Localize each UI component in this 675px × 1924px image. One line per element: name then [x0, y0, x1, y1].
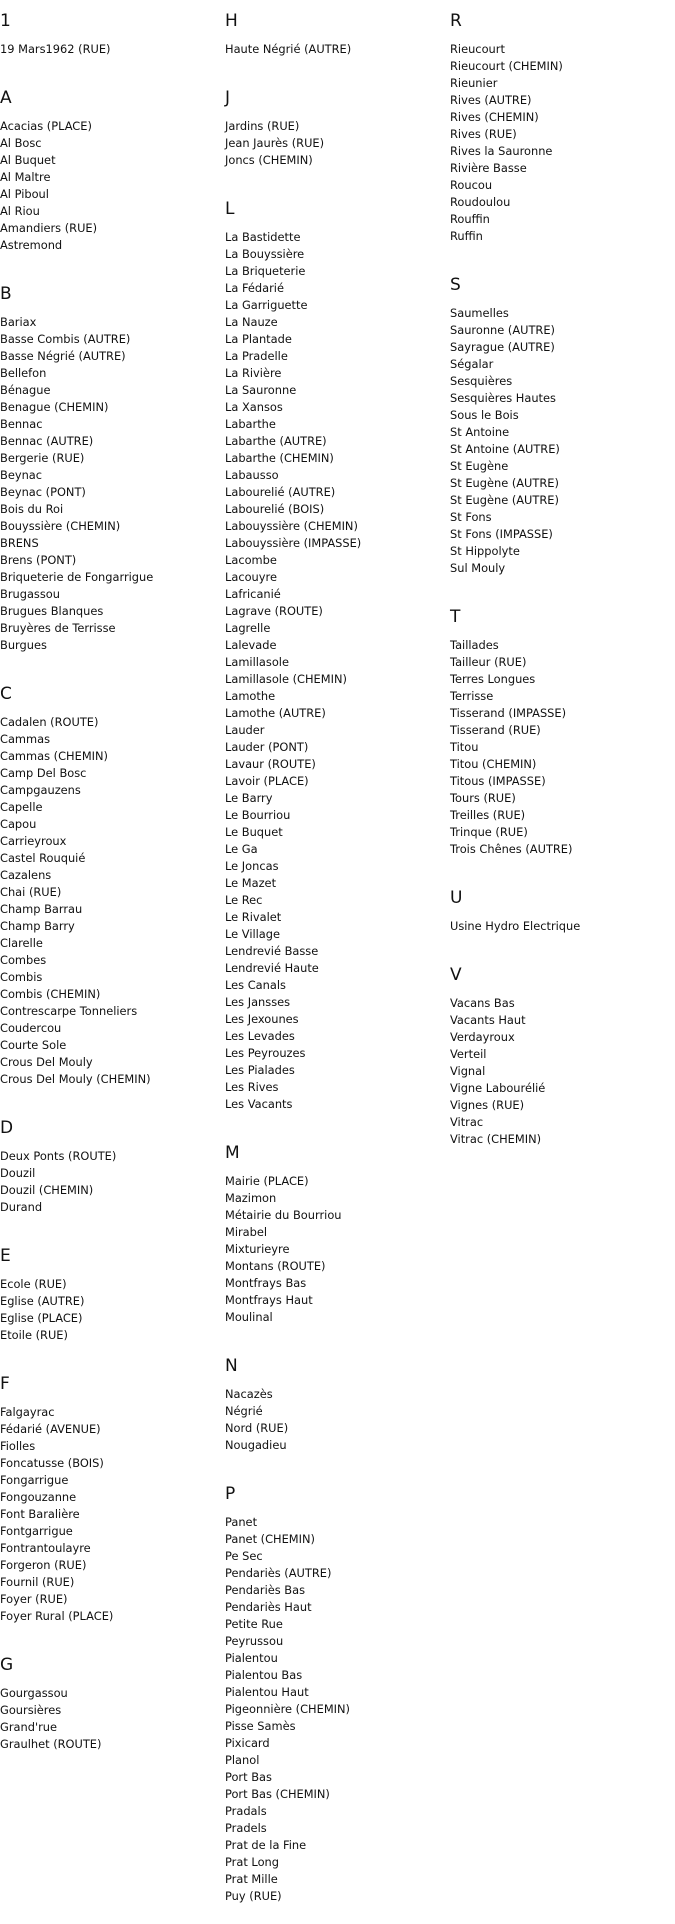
street-link[interactable]: Al Maltre [0, 170, 51, 184]
street-link[interactable]: Saumelles [450, 306, 509, 320]
street-link[interactable]: Joncs (CHEMIN) [225, 153, 313, 167]
street-link[interactable]: Prat Mille [225, 1872, 278, 1886]
letter-heading[interactable]: R [450, 11, 462, 31]
street-link[interactable]: Lalevade [225, 638, 277, 652]
letter-heading[interactable]: U [450, 888, 463, 908]
letter-heading[interactable]: H [225, 11, 238, 31]
street-link[interactable]: Beynac [0, 468, 43, 482]
street-link[interactable]: Cazalens [0, 868, 52, 882]
street-link[interactable]: Pradels [225, 1821, 267, 1835]
street-link[interactable]: Brugassou [0, 587, 60, 601]
letter-group [225, 10, 445, 77]
street-link[interactable]: Sous le Bois [450, 408, 519, 422]
street-link[interactable]: Al Piboul [0, 187, 49, 201]
street-link[interactable]: Les Vacants [225, 1097, 293, 1111]
street-list [450, 305, 670, 577]
street-link[interactable]: Les Pialades [225, 1063, 295, 1077]
street-link[interactable]: Combis [0, 970, 43, 984]
street-link[interactable]: BRENS [0, 536, 39, 550]
street-link[interactable]: Cammas [0, 732, 51, 746]
street-link[interactable]: Ruffin [450, 229, 483, 243]
street-link[interactable]: Sauronne (AUTRE) [450, 323, 555, 337]
street-link[interactable]: Jardins (RUE) [225, 119, 300, 133]
letter-group [450, 964, 670, 1167]
street-link[interactable]: Falgayrac [0, 1405, 55, 1419]
street-link[interactable]: Combes [0, 953, 47, 967]
street-link[interactable]: Lavoir (PLACE) [225, 774, 309, 788]
street-link[interactable]: Bergerie (RUE) [0, 451, 85, 465]
street-link[interactable]: Lacouyre [225, 570, 277, 584]
street-link[interactable]: Vitrac [450, 1115, 484, 1129]
street-link[interactable]: Eglise (AUTRE) [0, 1294, 85, 1308]
street-link[interactable]: Sesquières [450, 374, 513, 388]
street-link[interactable]: Peyrussou [225, 1634, 284, 1648]
street-link[interactable]: Taillades [450, 638, 499, 652]
street-link[interactable]: Terres Longues [450, 672, 536, 686]
street-link[interactable]: Forgeron (RUE) [0, 1558, 87, 1572]
street-link[interactable]: Pisse Samès [225, 1719, 296, 1733]
street-link[interactable]: Labouyssière (CHEMIN) [225, 519, 358, 533]
street-link[interactable]: Prat Long [225, 1855, 279, 1869]
street-link[interactable]: Lafricanié [225, 587, 281, 601]
street-link[interactable]: Terrisse [450, 689, 494, 703]
street-link[interactable]: Crous Del Mouly (CHEMIN) [0, 1072, 151, 1086]
street-list [450, 637, 670, 858]
street-link[interactable]: Labarthe (AUTRE) [225, 434, 327, 448]
street-link[interactable]: Panet [225, 1515, 258, 1529]
street-link[interactable]: Négrié [225, 1404, 263, 1418]
street-link[interactable]: Bois du Roi [0, 502, 64, 516]
street-list [225, 41, 445, 58]
street-link[interactable]: Usine Hydro Electrique [450, 919, 581, 933]
street-link[interactable]: St Hippolyte [450, 544, 520, 558]
street-link[interactable]: Moulinal [225, 1310, 273, 1324]
street-link[interactable]: Goursières [0, 1703, 62, 1717]
letter-heading[interactable]: G [0, 1655, 14, 1675]
street-link[interactable]: Capou [0, 817, 37, 831]
group-spacer [225, 1113, 445, 1132]
street-link[interactable]: Al Bosc [0, 136, 42, 150]
street-link[interactable]: Nacazès [225, 1387, 273, 1401]
street-list [225, 229, 445, 1113]
street-link[interactable]: Mairie (PLACE) [225, 1174, 309, 1188]
letter-heading[interactable]: E [0, 1246, 11, 1266]
street-link[interactable]: La Plantade [225, 332, 292, 346]
street-link[interactable]: Les Jexounes [225, 1012, 299, 1026]
street-link[interactable]: Montfrays Bas [225, 1276, 307, 1290]
street-link[interactable]: Graulhet (ROUTE) [0, 1737, 102, 1751]
street-link[interactable]: La Pradelle [225, 349, 288, 363]
street-link[interactable]: Port Bas [225, 1770, 272, 1784]
street-link[interactable]: Pialentou [225, 1651, 278, 1665]
street-link[interactable]: Verteil [450, 1047, 487, 1061]
street-link[interactable]: Rivière Basse [450, 161, 527, 175]
street-link[interactable]: Les Canals [225, 978, 286, 992]
street-link[interactable]: Champ Barry [0, 919, 75, 933]
street-link[interactable]: Roucou [450, 178, 493, 192]
street-link[interactable]: Lacombe [225, 553, 277, 567]
street-link[interactable]: Rieucourt [450, 42, 505, 56]
letter-group [450, 274, 670, 596]
letter-group [0, 683, 220, 1107]
street-list [0, 1276, 220, 1344]
street-link[interactable]: Fiolles [0, 1439, 36, 1453]
letter-heading[interactable]: T [450, 607, 461, 627]
letter-heading[interactable]: A [0, 88, 12, 108]
group-spacer [450, 1148, 670, 1167]
street-link[interactable]: Fédarié (AVENUE) [0, 1422, 101, 1436]
street-link[interactable]: Tisserand (IMPASSE) [450, 706, 567, 720]
street-link[interactable]: Douzil (CHEMIN) [0, 1183, 94, 1197]
street-link[interactable]: Pialentou Haut [225, 1685, 309, 1699]
street-link[interactable]: Bénague [0, 383, 51, 397]
street-link[interactable]: La Bastidette [225, 230, 301, 244]
street-link[interactable]: St Fons (IMPASSE) [450, 527, 553, 541]
letter-heading[interactable]: F [0, 1374, 10, 1394]
street-link[interactable]: Ségalar [450, 357, 494, 371]
street-link[interactable]: Trois Chênes (AUTRE) [450, 842, 573, 856]
street-list [0, 314, 220, 654]
street-link[interactable]: Titou [450, 740, 479, 754]
street-link[interactable]: St Antoine [450, 425, 510, 439]
street-link[interactable]: Le Rec [225, 893, 263, 907]
street-link[interactable]: Mazimon [225, 1191, 277, 1205]
street-link[interactable]: St Eugène (AUTRE) [450, 476, 559, 490]
group-spacer [450, 935, 670, 954]
letter-group [225, 1355, 445, 1473]
street-link[interactable]: Haute Négrié (AUTRE) [225, 42, 352, 56]
street-link[interactable]: Brugues Blanques [0, 604, 104, 618]
street-link[interactable]: Basse Négrié (AUTRE) [0, 349, 126, 363]
street-link[interactable]: Pialentou Bas [225, 1668, 303, 1682]
street-link[interactable]: Camp Del Bosc [0, 766, 87, 780]
street-list [0, 1685, 220, 1753]
group-spacer [0, 1088, 220, 1107]
street-link[interactable]: Font Baralière [0, 1507, 80, 1521]
street-link[interactable]: Montfrays Haut [225, 1293, 313, 1307]
street-list [0, 118, 220, 254]
street-link[interactable]: Bruyères de Terrisse [0, 621, 116, 635]
street-link[interactable]: Combis (CHEMIN) [0, 987, 101, 1001]
street-link[interactable]: Lauder (PONT) [225, 740, 309, 754]
street-link[interactable]: Foyer Rural (PLACE) [0, 1609, 114, 1623]
letter-heading[interactable]: M [225, 1143, 240, 1163]
street-link[interactable]: Clarelle [0, 936, 43, 950]
letter-group [225, 87, 445, 188]
street-link[interactable]: La Bouyssière [225, 247, 305, 261]
street-link[interactable]: Lamothe [225, 689, 276, 703]
street-link[interactable]: Castel Rouquié [0, 851, 86, 865]
street-link[interactable]: Crous Del Mouly [0, 1055, 93, 1069]
street-link[interactable]: Le Ga [225, 842, 258, 856]
street-link[interactable]: Verdayroux [450, 1030, 515, 1044]
street-link[interactable]: Les Jansses [225, 995, 291, 1009]
street-link[interactable]: Eglise (PLACE) [0, 1311, 83, 1325]
street-link[interactable]: Labouyssière (IMPASSE) [225, 536, 362, 550]
letter-group [225, 1142, 445, 1345]
street-link[interactable]: Sayrague (AUTRE) [450, 340, 555, 354]
street-link[interactable]: Pendariès (AUTRE) [225, 1566, 332, 1580]
street-link[interactable]: Chai (RUE) [0, 885, 62, 899]
street-link[interactable]: Labourelié (AUTRE) [225, 485, 336, 499]
street-link[interactable]: Port Bas (CHEMIN) [225, 1787, 330, 1801]
street-link[interactable]: Vignal [450, 1064, 486, 1078]
street-link[interactable]: Rieucourt (CHEMIN) [450, 59, 563, 73]
street-link[interactable]: Lendrevié Basse [225, 944, 319, 958]
street-link[interactable]: Le Bourriou [225, 808, 291, 822]
street-link[interactable]: Cadalen (ROUTE) [0, 715, 99, 729]
street-list [450, 41, 670, 245]
street-link[interactable]: Fontgarrigue [0, 1524, 73, 1538]
street-link[interactable]: La Sauronne [225, 383, 297, 397]
street-link[interactable]: Tailleur (RUE) [450, 655, 527, 669]
street-link[interactable]: Foncatusse (BOIS) [0, 1456, 104, 1470]
street-link[interactable]: Lavaur (ROUTE) [225, 757, 316, 771]
street-index-column-1 [0, 0, 220, 1772]
street-link[interactable]: Sesquières Hautes [450, 391, 556, 405]
street-link[interactable]: Gourgassou [0, 1686, 68, 1700]
street-link[interactable]: Pradals [225, 1804, 267, 1818]
street-link[interactable]: Fongarrigue [0, 1473, 69, 1487]
street-link[interactable]: Ecole (RUE) [0, 1277, 67, 1291]
street-link[interactable]: Brens (PONT) [0, 553, 77, 567]
street-link[interactable]: Montans (ROUTE) [225, 1259, 326, 1273]
street-list [0, 1148, 220, 1216]
street-link[interactable]: La Rivière [225, 366, 282, 380]
group-spacer [0, 1625, 220, 1644]
street-link[interactable]: Amandiers (RUE) [0, 221, 98, 235]
street-link[interactable]: Acacias (PLACE) [0, 119, 92, 133]
street-link[interactable]: Titou (CHEMIN) [450, 757, 537, 771]
street-link[interactable]: Prat de la Fine [225, 1838, 307, 1852]
street-link[interactable]: Nord (RUE) [225, 1421, 289, 1435]
street-link[interactable]: Campgauzens [0, 783, 81, 797]
street-link[interactable]: Le Barry [225, 791, 273, 805]
street-link[interactable]: Briqueterie de Fongarrigue [0, 570, 154, 584]
street-link[interactable]: Vignes (RUE) [450, 1098, 525, 1112]
street-link[interactable]: Les Rives [225, 1080, 279, 1094]
letter-heading[interactable]: N [225, 1356, 238, 1376]
street-index-column-2 [225, 0, 445, 1924]
group-spacer [450, 577, 670, 596]
street-list [0, 41, 220, 58]
street-link[interactable]: Mirabel [225, 1225, 268, 1239]
street-link[interactable]: Le Rivalet [225, 910, 282, 924]
letter-group [450, 887, 670, 954]
street-link[interactable]: Durand [0, 1200, 43, 1214]
street-link[interactable]: Rouffin [450, 212, 490, 226]
letter-group [450, 606, 670, 877]
street-link[interactable]: St Eugène [450, 459, 509, 473]
street-link[interactable]: Bouyssière (CHEMIN) [0, 519, 121, 533]
street-link[interactable]: Le Joncas [225, 859, 279, 873]
street-link[interactable]: Lamillasole (CHEMIN) [225, 672, 347, 686]
street-link[interactable]: Grand'rue [0, 1720, 57, 1734]
street-list [225, 118, 445, 169]
street-link[interactable]: Deux Ponts (ROUTE) [0, 1149, 117, 1163]
street-link[interactable]: Astremond [0, 238, 63, 252]
street-link[interactable]: Lagrelle [225, 621, 271, 635]
street-link[interactable]: Vacans Bas [450, 996, 515, 1010]
street-link[interactable]: Rives la Sauronne [450, 144, 553, 158]
street-list [225, 1514, 445, 1905]
group-spacer [225, 1454, 445, 1473]
letter-heading[interactable]: V [450, 965, 462, 985]
street-link[interactable]: La Garriguette [225, 298, 308, 312]
street-link[interactable]: Nougadieu [225, 1438, 287, 1452]
letter-group [0, 1654, 220, 1772]
street-link[interactable]: Roudoulou [450, 195, 511, 209]
street-link[interactable]: Les Levades [225, 1029, 295, 1043]
letter-heading[interactable]: P [225, 1484, 236, 1504]
street-link[interactable]: Le Mazet [225, 876, 277, 890]
street-link[interactable]: Panet (CHEMIN) [225, 1532, 315, 1546]
street-link[interactable]: Petite Rue [225, 1617, 283, 1631]
street-link[interactable]: Lauder [225, 723, 265, 737]
street-link[interactable]: Tours (RUE) [450, 791, 516, 805]
street-link[interactable]: Lagrave (ROUTE) [225, 604, 323, 618]
street-link[interactable]: Lendrevié Haute [225, 961, 319, 975]
street-link[interactable]: Pixicard [225, 1736, 270, 1750]
street-link[interactable]: St Eugène (AUTRE) [450, 493, 559, 507]
street-link[interactable]: Treilles (RUE) [450, 808, 526, 822]
street-link[interactable]: Rives (CHEMIN) [450, 110, 539, 124]
street-link[interactable]: Courte Sole [0, 1038, 67, 1052]
street-link[interactable]: Champ Barrau [0, 902, 83, 916]
street-link[interactable]: Les Peyrouzes [225, 1046, 306, 1060]
street-link[interactable]: Basse Combis (AUTRE) [0, 332, 131, 346]
street-link[interactable]: Pendariès Haut [225, 1600, 312, 1614]
letter-group [0, 283, 220, 673]
street-list [225, 1386, 445, 1454]
group-spacer [0, 654, 220, 673]
street-link[interactable]: Douzil [0, 1166, 36, 1180]
group-spacer [0, 1344, 220, 1363]
street-link[interactable]: 19 Mars1962 (RUE) [0, 42, 111, 56]
street-link[interactable]: Etoile (RUE) [0, 1328, 68, 1342]
group-spacer [450, 858, 670, 877]
letter-group [0, 87, 220, 273]
street-link[interactable]: Tisserand (RUE) [450, 723, 541, 737]
street-link[interactable]: Jean Jaurès (RUE) [225, 136, 325, 150]
street-list [450, 918, 670, 935]
street-link[interactable]: Fontrantoulayre [0, 1541, 91, 1555]
letter-heading[interactable]: 1 [0, 11, 11, 31]
street-link[interactable]: Coudercou [0, 1021, 62, 1035]
street-link[interactable]: Rives (AUTRE) [450, 93, 532, 107]
street-link[interactable]: Planol [225, 1753, 260, 1767]
street-link[interactable]: Bennac [0, 417, 43, 431]
street-link[interactable]: Capelle [0, 800, 43, 814]
street-link[interactable]: Fournil (RUE) [0, 1575, 75, 1589]
group-spacer [0, 58, 220, 77]
street-link[interactable]: Al Riou [0, 204, 40, 218]
group-spacer [450, 245, 670, 264]
letter-heading[interactable]: C [0, 684, 12, 704]
street-link[interactable]: Le Buquet [225, 825, 283, 839]
group-spacer [0, 254, 220, 273]
street-link[interactable]: Vitrac (CHEMIN) [450, 1132, 542, 1146]
street-link[interactable]: La Fédarié [225, 281, 284, 295]
letter-group [0, 1373, 220, 1644]
letter-heading[interactable]: J [225, 88, 231, 108]
street-link[interactable]: Lamillasole [225, 655, 289, 669]
street-link[interactable]: Vacants Haut [450, 1013, 526, 1027]
street-link[interactable]: Puy (RUE) [225, 1889, 282, 1903]
street-link[interactable]: Contrescarpe Tonneliers [0, 1004, 138, 1018]
street-link[interactable]: Pigeonnière (CHEMIN) [225, 1702, 350, 1716]
street-link[interactable]: Vigne Labourélié [450, 1081, 546, 1095]
street-link[interactable]: La Xansos [225, 400, 283, 414]
street-link[interactable]: Titous (IMPASSE) [450, 774, 546, 788]
letter-group [225, 198, 445, 1132]
letter-heading[interactable]: B [0, 284, 12, 304]
group-spacer [225, 1905, 445, 1924]
street-link[interactable]: Bellefon [0, 366, 47, 380]
group-spacer [225, 58, 445, 77]
street-link[interactable]: La Briqueterie [225, 264, 306, 278]
street-index-column-3 [450, 0, 670, 1167]
letter-group [0, 1245, 220, 1363]
street-link[interactable]: Beynac (PONT) [0, 485, 86, 499]
group-spacer [225, 1326, 445, 1345]
group-spacer [0, 1216, 220, 1235]
street-link[interactable]: Fongouzanne [0, 1490, 77, 1504]
letter-heading[interactable]: S [450, 275, 461, 295]
group-spacer [225, 169, 445, 188]
letter-group [0, 10, 220, 77]
street-link[interactable]: Benague (CHEMIN) [0, 400, 109, 414]
street-link[interactable]: Rives (RUE) [450, 127, 517, 141]
street-link[interactable]: Labourelié (BOIS) [225, 502, 325, 516]
letter-group [225, 1483, 445, 1924]
street-link[interactable]: St Fons [450, 510, 492, 524]
street-link[interactable]: Lamothe (AUTRE) [225, 706, 326, 720]
street-link[interactable]: Pe Sec [225, 1549, 263, 1563]
street-link[interactable]: Labarthe [225, 417, 276, 431]
street-link[interactable]: St Antoine (AUTRE) [450, 442, 560, 456]
street-link[interactable]: Cammas (CHEMIN) [0, 749, 108, 763]
street-link[interactable]: Trinque (RUE) [450, 825, 528, 839]
street-link[interactable]: Mixturieyre [225, 1242, 290, 1256]
letter-heading[interactable]: D [0, 1118, 14, 1138]
letter-heading[interactable]: L [225, 199, 235, 219]
street-list [225, 1173, 445, 1326]
street-link[interactable]: Labausso [225, 468, 279, 482]
street-link[interactable]: Pendariès Bas [225, 1583, 306, 1597]
letter-group [0, 1117, 220, 1235]
group-spacer [0, 1753, 220, 1772]
street-link[interactable]: Bennac (AUTRE) [0, 434, 94, 448]
street-link[interactable]: Foyer (RUE) [0, 1592, 68, 1606]
letter-group [450, 10, 670, 264]
street-link[interactable]: Carrieyroux [0, 834, 67, 848]
street-link[interactable]: Métairie du Bourriou [225, 1208, 342, 1222]
street-link[interactable]: Al Buquet [0, 153, 56, 167]
street-link[interactable]: Le Village [225, 927, 281, 941]
street-link[interactable]: Rieunier [450, 76, 498, 90]
street-link[interactable]: Sul Mouly [450, 561, 506, 575]
street-list [0, 1404, 220, 1625]
street-link[interactable]: Burgues [0, 638, 47, 652]
street-list [0, 714, 220, 1088]
street-link[interactable]: Labarthe (CHEMIN) [225, 451, 334, 465]
street-list [450, 995, 670, 1148]
street-link[interactable]: Bariax [0, 315, 37, 329]
street-link[interactable]: La Nauze [225, 315, 278, 329]
